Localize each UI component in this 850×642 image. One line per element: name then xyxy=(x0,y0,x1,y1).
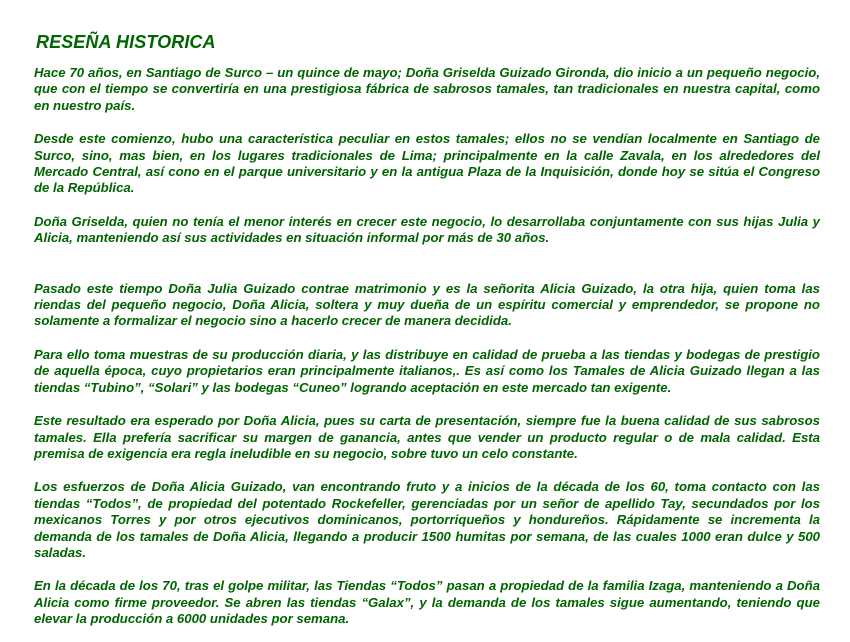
paragraph-5: Para ello toma muestras de su producción diaria, y las distribuye en calidad de prueba a las tiendas y bodegas de prestigio de aquella época, cuyo propietarios eran principalmente italianos,. Es así como los Tamales de Alicia Guizado llegan a las tiendas “Tubino”, “Solari” y las bodegas “Cuneo” logrando aceptación en este mercado tan exigente. xyxy=(34,346,820,395)
paragraph-6: Este resultado era esperado por Doña Alicia, pues su carta de presentación, siempre fue la buena calidad de sus sabrosos tamales. Ella prefería sacrificar su margen de ganancia, antes que vender un producto regular o de mala calidad. Esta premisa de exigencia era regla ineludible en su negocio, sobre tuvo un celo constante. xyxy=(34,413,820,461)
paragraph-8: En la década de los 70, tras el golpe militar, las Tiendas “Todos” pasan a propiedad de la familia Izaga, manteniendo a Doña Alicia como firme proveedor. Se abren las tiendas “Galax”, y la demanda de los tamales sigue aumentando, teniendo que elevar la producción a 6000 unidades por semana. xyxy=(34,578,820,627)
document-page xyxy=(34,30,820,628)
page-title: RESEÑA HISTORICA xyxy=(36,32,216,52)
paragraph-1: Hace 70 años, en Santiago de Surco – un quince de mayo; Doña Griselda Guizado Gironda, dio inicio a un pequeño negocio, que con el tiempo se convertiría en una prestigiosa fábrica de sabrosos tamales, tan tradicionales en nuestra capital, como en nuestro país. xyxy=(34,65,820,113)
paragraph-2: Desde este comienzo, hubo una característica peculiar en estos tamales; ellos no se vendían localmente en Santiago de Surco, sino, mas bien, en los lugares tradicionales de Lima; principalmente en la calle Zavala, en los alrededores del Mercado Central, así cono en el parque universitario y en la antigua Plaza de la Inquisición, donde hoy se sitúa el Congreso de la República. xyxy=(34,131,820,196)
paragraph-4: Pasado este tiempo Doña Julia Guizado contrae matrimonio y es la señorita Alicia Guizado, la otra hija, quien toma las riendas del pequeño negocio, Doña Alicia, soltera y muy dueña de un espíritu comercial y emprendedor, se propone no solamente a formalizar el negocio sino a hacerlo crecer de manera decidida. xyxy=(34,280,820,329)
paragraph-3: Doña Griselda, quien no tenía el menor interés en crecer este negocio, lo desarrollaba conjuntamente con sus hijas Julia y Alicia, manteniendo así sus actividades en situación informal por más de 30 años. xyxy=(34,213,820,246)
paragraph-7: Los esfuerzos de Doña Alicia Guizado, van encontrando fruto y a inicios de la década de los 60, toma contacto con las tiendas “Todos”, de propiedad del potentado Rockefeller, gerenciadas por un señor de apellido Tay, secundados por los mexicanos Torres y por otros ejecutivos dominicanos, portorriqueños y hondureños. Rápidamente se incrementa la demanda de los tamales de Doña Alicia, llegando a producir 1500 humitas por semana, de las cuales 1000 eran dulce y 500 saladas. xyxy=(34,479,820,560)
